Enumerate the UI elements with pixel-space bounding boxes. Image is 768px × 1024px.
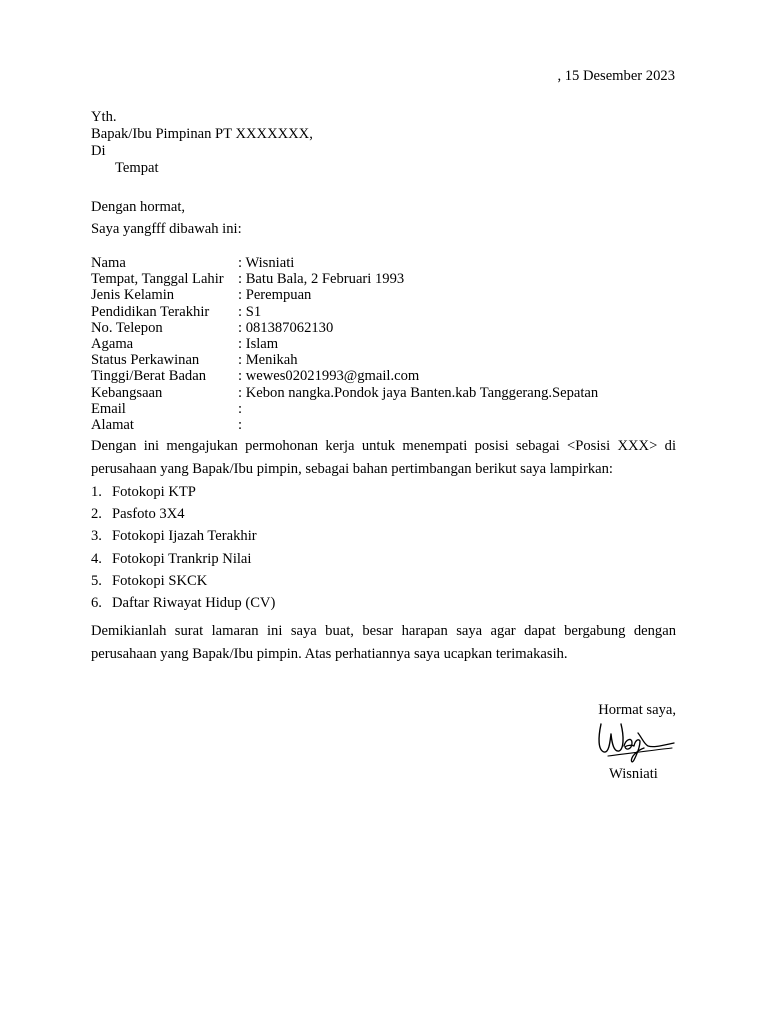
detail-value: : Perempuan [238,287,312,304]
detail-row [91,287,598,303]
list-text: Fotokopi KTP [112,484,196,500]
detail-value: : Islam [238,335,279,352]
detail-label: Alamat [91,416,134,433]
detail-row [91,385,598,401]
detail-label: Agama [91,335,134,352]
detail-label: Status Perkawinan [91,352,200,369]
signer-name: Wisniati [609,766,658,782]
attachment-list [91,481,275,614]
list-number: 1. [91,484,102,500]
list-text: Fotokopi SKCK [112,572,208,589]
list-item [91,548,275,570]
detail-row [91,401,598,417]
greeting: Dengan hormat, [91,199,186,215]
detail-row [91,417,598,433]
detail-row [91,336,598,352]
detail-row [91,368,598,384]
intro-line: Saya yangfff dibawah ini: [91,221,242,237]
detail-value: : wewes02021993@gmail.com [238,368,420,385]
detail-value: : Menikah [238,352,298,369]
detail-value: : Kebon nangka.Pondok jaya Banten.kab Tanggerang.Sepatan [238,384,599,401]
list-text: Daftar Riwayat Hidup (CV) [112,594,276,611]
list-number: 2. [91,506,102,523]
list-number: 6. [91,594,102,611]
list-text: Fotokopi Trankrip Nilai [112,550,252,567]
detail-label: Email [91,400,126,417]
address-recipient: Bapak/Ibu Pimpinan PT XXXXXXX, [91,126,313,142]
list-text: Fotokopi Ijazah Terakhir [112,528,257,545]
letter-date: , 15 Desember 2023 [557,68,675,84]
detail-row [91,255,598,271]
list-number: 4. [91,550,102,567]
address-preposition: Di [91,143,106,159]
detail-row [91,320,598,336]
recipient-address [91,109,313,177]
address-place: Tempat [115,160,159,176]
detail-label: Nama [91,255,126,271]
detail-label: Tinggi/Berat Badan [91,368,206,385]
signature-icon [594,716,676,766]
detail-value: : Wisniati [238,255,295,271]
detail-row [91,304,598,320]
list-text: Pasfoto 3X4 [112,506,185,523]
detail-label: Kebangsaan [91,384,163,401]
list-item [91,525,275,547]
detail-value: : Batu Bala, 2 Februari 1993 [238,271,405,288]
list-item [91,592,275,614]
list-item [91,481,275,503]
list-item [91,503,275,525]
detail-value: : 081387062130 [238,319,334,336]
list-number: 3. [91,528,102,545]
detail-row [91,352,598,368]
detail-label: Tempat, Tanggal Lahir [91,271,224,288]
detail-row [91,271,598,287]
closing-paragraph: Demikianlah surat lamaran ini saya buat, besar harapan saya agar dapat bergabung dengan perusahaan yang Bapak/Ibu pimpin. Atas perhatiannya saya ucapkan terimakasih. [91,623,676,662]
detail-value: : [238,416,243,433]
detail-value: : [238,400,243,417]
closing-salutation: Hormat saya, [598,702,676,718]
detail-value: : S1 [238,303,262,320]
application-paragraph: Dengan ini mengajukan permohonan kerja untuk menempati posisi sebagai <Posisi XXX> di perusahaan yang Bapak/Ibu pimpin, sebagai bahan pertimbangan berikut saya lampirkan: [91,438,676,477]
detail-label: Jenis Kelamin [91,287,175,304]
list-item [91,570,275,592]
detail-label: No. Telepon [91,319,163,336]
personal-details [91,255,598,433]
list-number: 5. [91,572,102,589]
detail-label: Pendidikan Terakhir [91,303,210,320]
address-salutation: Yth. [91,109,117,125]
